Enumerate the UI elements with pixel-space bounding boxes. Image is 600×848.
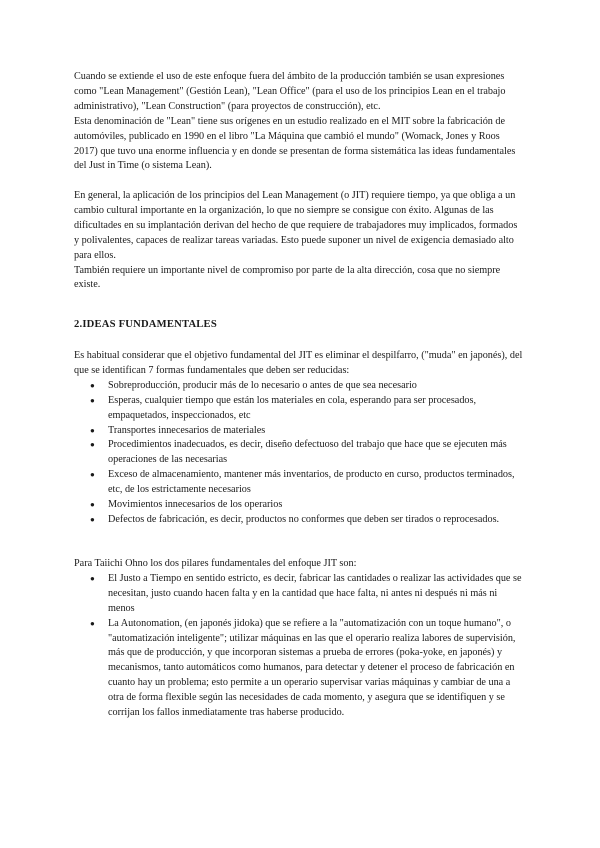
pillars-section [74,557,524,721]
list-item: ● Sobreproducción, producir más de lo necesario o antes de que sea necesario [90,379,524,394]
pillars-list [90,572,524,721]
intro-section [74,70,524,174]
waste-section [74,349,524,528]
list-item: ● Defectos de fabricación, es decir, productos no conformes que deben ser tirados o reprocesados. [90,513,524,528]
waste-intro: Es habitual considerar que el objetivo fundamental del JIT es eliminar el despilfarro, ("muda" en japonés), del que se identifican 7 formas fundamentales que deben ser reducidas: [74,350,523,376]
list-item: ● Movimientos innecesarios de los operarios [90,498,524,513]
pillars-intro: Para Taiichi Ohno los dos pilares fundamentales del enfoque JIT son: [74,558,357,569]
intro-paragraph-1: Cuando se extiende el uso de este enfoque fuera del ámbito de la producción también se usan expresiones como "Lean Management" (Gestión Lean), "Lean Office" (para el uso de los principios Lean en el trabajo administrativo), "Lean Construction" (para proyectos de construcción), etc. [74,71,506,112]
list-item: ● Exceso de almacenamiento, mantener más inventarios, de producto en curso, productos terminados, etc, de los estrictamente necesarios [90,468,524,498]
list-item: ● Procedimientos inadecuados, es decir, diseño defectuoso del trabajo que hace que se ejecuten más operaciones de las necesarias [90,438,524,468]
list-item: ● La Autonomation, (en japonés jidoka) que se refiere a la "automatización con un toque humano", o "automatización inteligente"; utilizar máquinas en las que el operario realiza labores de supervisión, más que de producción, y que incorporan sistemas a prueba de errores (poka-yoke, en japonés) y mecanismos, tanto automáticos como humanos, para detectar y detener el proceso de fabricación en cuanto hay un problema; esto permite a un operario supervisar varias máquinas y cambiar de una a otra de forma flexible según las necesidades de cada momento, y asegura que se identifiquen y se corrijan los fallos inmediatamente tras haberse producido. [90,617,524,721]
adoption-section [74,189,524,293]
waste-list [90,379,524,528]
list-item: ● Transportes innecesarios de materiales [90,424,524,439]
adoption-paragraph-1: En general, la aplicación de los principios del Lean Management (o JIT) requiere tiempo, ya que obliga a un cambio cultural importante en la organización, lo que no siempre se consigue con éxito. Algunas de las dificultades en su implantación derivan del hecho de que requiere de trabajadores muy implicados, formados y polivalentes, capaces de realizar tareas variadas. Esto puede suponer un nivel de exigencia demasiado alto para ellos. [74,190,518,261]
list-item: ● Esperas, cualquier tiempo que están los materiales en cola, esperando para ser procesados, empaquetados, inspeccionados, etc [90,394,524,424]
adoption-paragraph-2: También requiere un importante nivel de compromiso por parte de la alta dirección, cosa que no siempre existe. [74,264,501,291]
intro-paragraph-2: Esta denominación de "Lean" tiene sus orígenes en un estudio realizado en el MIT sobre la fabricación de automóviles, publicado en 1990 en el libro "La Máquina que cambió el mundo" (Womack, Jones y Roos 2017) que tuvo una enorme influencia y en donde se presentan de forma sistemática las ideas fundamentales del Just in Time (o sistema Lean). [74,115,516,172]
list-item: ● El Justo a Tiempo en sentido estricto, es decir, fabricar las cantidades o realizar las actividades que se necesitan, justo cuando hacen falta y en la cantidad que hace falta, ni antes ni después ni más ni menos [90,572,524,617]
section-heading: 2.IDEAS FUNDAMENTALES [74,319,217,330]
